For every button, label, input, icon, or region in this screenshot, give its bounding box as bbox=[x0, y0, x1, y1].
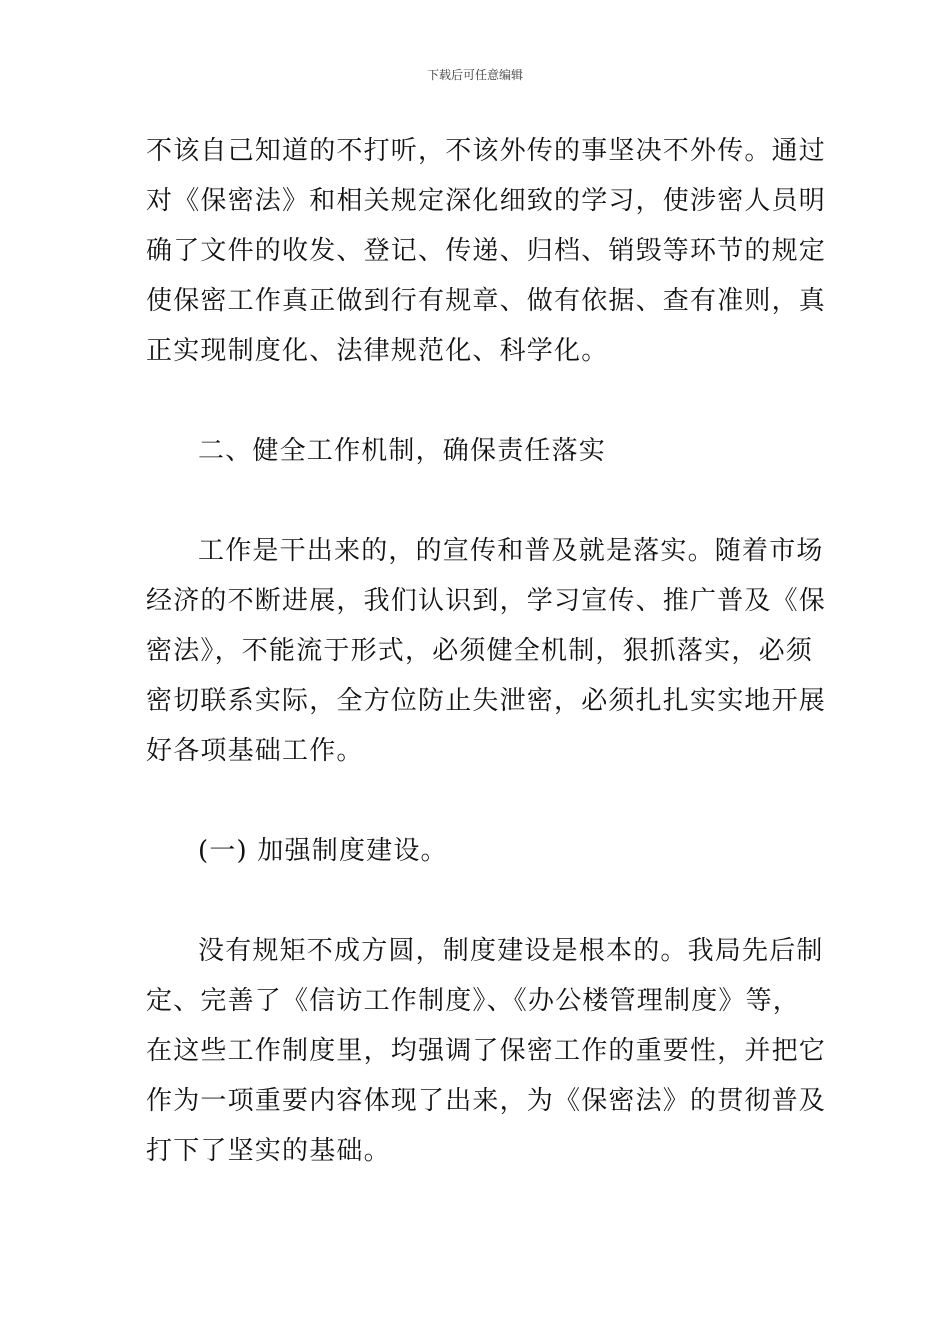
paragraph-line: 作为一项重要内容体现了出来，为《保密法》的贯彻普及 bbox=[146, 1086, 827, 1116]
paragraph-2 bbox=[146, 526, 827, 776]
header-note: 下载后可任意编辑 bbox=[426, 68, 523, 82]
subsection-heading-1: (一) 加强制度建设。 bbox=[198, 836, 448, 866]
paragraph-line: 打下了坚实的基础。 bbox=[146, 1136, 391, 1166]
paragraph-line: 密法》，不能流于形式，必须健全机制，狠抓落实，必须 bbox=[146, 636, 814, 666]
document-body bbox=[146, 126, 827, 1176]
paragraph-line: 确了文件的收发、登记、传递、归档、销毁等环节的规定 bbox=[146, 236, 827, 266]
paragraph-line: 密切联系实际，全方位防止失泄密，必须扎扎实实地开展 bbox=[146, 686, 827, 716]
paragraph-line: 好各项基础工作。 bbox=[146, 736, 364, 766]
paragraph-line: 工作是干出来的，的宣传和普及就是落实。随着市场 bbox=[198, 536, 824, 566]
paragraph-line: 对《保密法》和相关规定深化细致的学习，使涉密人员明 bbox=[146, 186, 827, 216]
paragraph-line: 在这些工作制度里，均强调了保密工作的重要性，并把它 bbox=[146, 1036, 827, 1066]
paragraph-line: 经济的不断进展，我们认识到，学习宣传、推广普及《保 bbox=[146, 586, 827, 616]
paragraph-line: 使保密工作真正做到行有规章、做有依据、查有准则，真 bbox=[146, 286, 827, 316]
paragraph-line: 定、完善了《信访工作制度》、《办公楼管理制度》等， bbox=[146, 986, 801, 1016]
section-heading-2: 二、健全工作机制，确保责任落实 bbox=[198, 436, 607, 466]
paragraph-line: 正实现制度化、法律规范化、科学化。 bbox=[146, 336, 609, 366]
paragraph-line: 没有规矩不成方圆，制度建设是根本的。我局先后制 bbox=[198, 936, 824, 966]
paragraph-3 bbox=[146, 926, 827, 1176]
paragraph-line: 不该自己知道的不打听，不该外传的事坚决不外传。通过 bbox=[146, 136, 827, 166]
paragraph-1 bbox=[146, 126, 827, 376]
